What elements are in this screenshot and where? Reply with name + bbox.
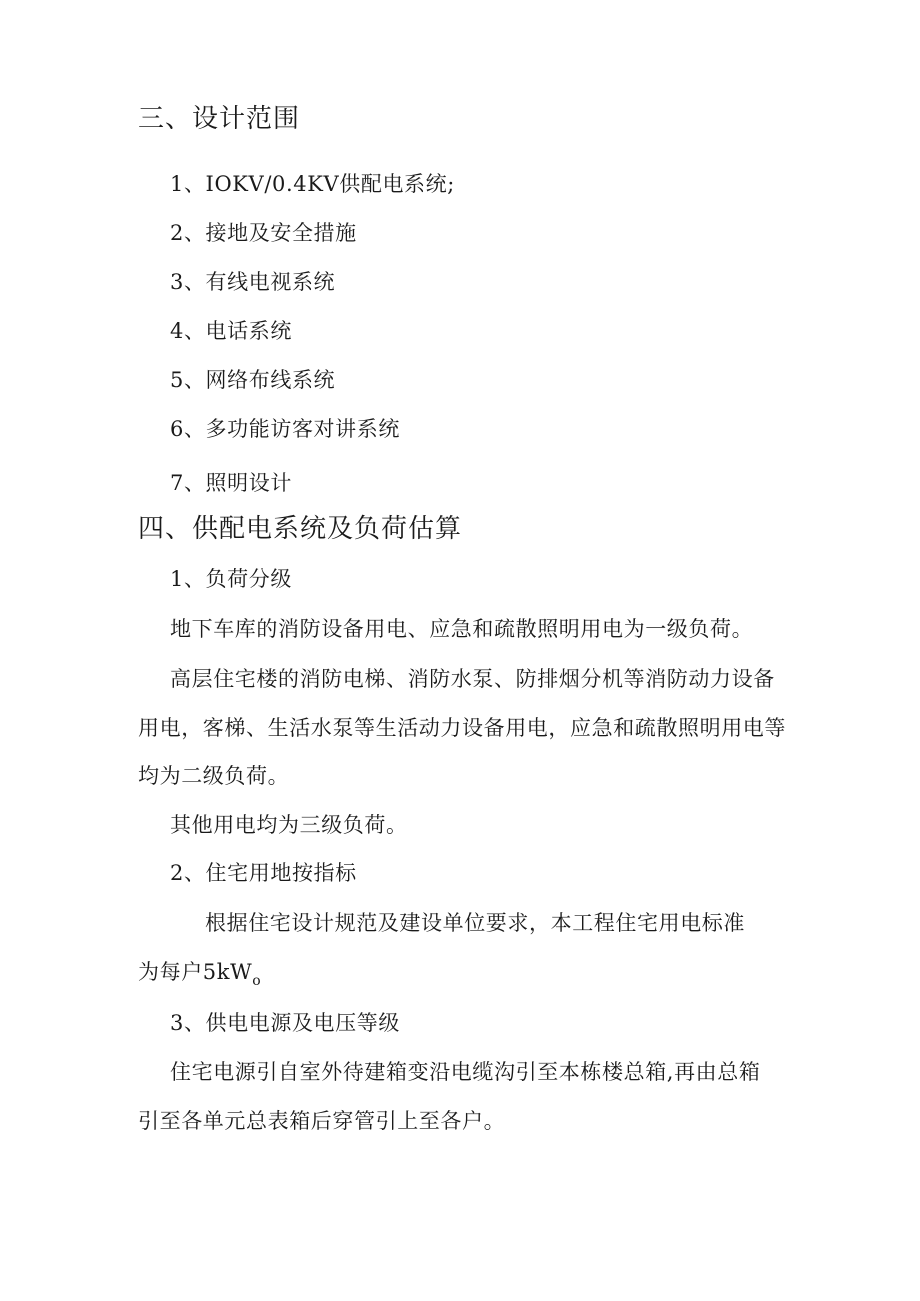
section3-item-3: 3、有线电视系统: [170, 270, 336, 294]
section3-item-6: 6、多功能访客对讲系统: [170, 417, 400, 441]
load-class-paragraph-2-line-1: 高层住宅楼的消防电梯、消防水泵、防排烟分机等消防动力设备: [170, 667, 775, 691]
load-class-paragraph-2-line-2: 用电，客梯、生活水泵等生活动力设备用电，应急和疏散照明用电等: [138, 716, 786, 740]
section3-heading: 三、设计范围: [138, 104, 301, 134]
residential-standard-suffix: o: [252, 973, 262, 989]
section3-item-1: 1、IOKV/0.4KV供配电系统;: [170, 172, 455, 196]
section3-item-4: 4、电话系统: [170, 319, 292, 343]
load-class-paragraph-1: 地下车库的消防设备用电、应急和疏散照明用电为一级负荷。: [170, 617, 754, 641]
power-source-line-1: 住宅电源引自室外待建箱变沿电缆沟引至本栋楼总箱,再由总箱: [170, 1060, 761, 1084]
load-class-paragraph-3: 其他用电均为三级负荷。: [170, 813, 408, 837]
section4-sub2-title: 2、住宅用地按指标: [170, 861, 357, 885]
section4-sub3-title: 3、供电电源及电压等级: [170, 1011, 400, 1035]
section4-heading: 四、供配电系统及负荷估算: [138, 514, 463, 544]
section3-item-7: 7、照明设计: [170, 471, 292, 495]
load-class-paragraph-2-line-3: 均为二级负荷。: [138, 764, 290, 788]
residential-standard-line-1: 根据住宅设计规范及建设单位要求，本工程住宅用电标准: [205, 911, 745, 935]
power-source-line-2: 引至各单元总表箱后穿管引上至各户。: [138, 1109, 506, 1133]
section3-item-5: 5、网络布线系统: [170, 368, 336, 392]
residential-standard-line-2: [138, 962, 261, 988]
residential-standard-value: 为每户5kW: [138, 960, 253, 984]
section3-item-2: 2、接地及安全措施: [170, 221, 357, 245]
section4-sub1-title: 1、负荷分级: [170, 567, 292, 591]
